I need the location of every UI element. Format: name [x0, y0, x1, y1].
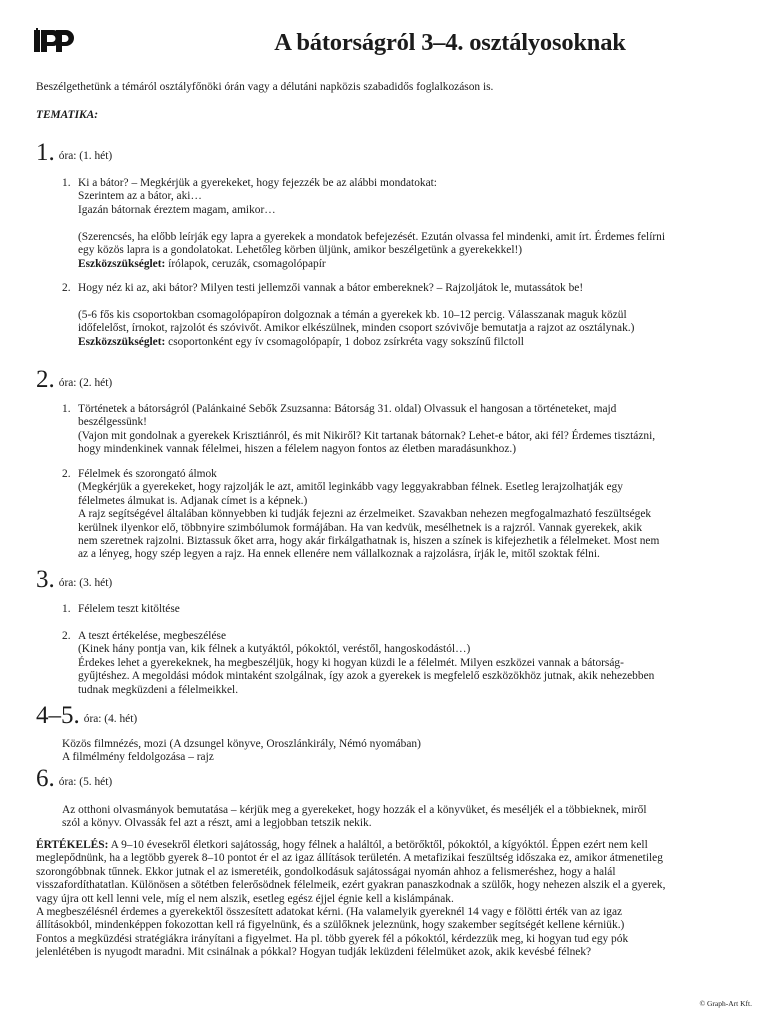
lesson-number: 3. [36, 566, 55, 593]
evaluation-text: jelenlétében is nyugodt maradni. Mit csinálnak a pókkal? Hogyan tudják leküzdeni félelmüket azok, akik kevésbé félnek? [36, 946, 592, 959]
note-text: (Szerencsés, ha előbb leírják egy lapra a gyerekek a mondatok befejezését. Ezután olvassa fel mindenki, amit írt. Érdemes felírni [78, 231, 666, 243]
item-text: szól a könyv. Olvassák fel azt a részt, ami a legjobban tetszik nekik. [62, 817, 372, 830]
lesson-2-item-2 [62, 468, 742, 562]
lesson-number: 2. [36, 366, 55, 393]
evaluation-text: A megbeszélésnél érdemes a gyerekektől összesített adatokat kérni. (Ha valamelyik gyereknél 14 vagy e fölötti érték van az igaz [36, 906, 623, 919]
item-text: hogy mindenkinek vannak félelmei, hiszen a félelem nagyon fontos az életben maradásunkhoz.) [78, 443, 517, 456]
lesson-label: óra: (4. hét) [83, 713, 138, 725]
item-text: (Vajon mit gondolnak a gyerekek Krisztiánról, és mit Nikiről? Kit tartanak bátornak? Lehet-e bátor, aki fél? Érdemes tisztázni, [78, 429, 656, 442]
lesson-2-heading [36, 367, 112, 393]
item-text: Közös filmnézés, mozi (A dzsungel könyve, Oroszlánkirály, Némó nyomában) [62, 738, 421, 750]
item-number: 1. [62, 403, 71, 415]
item-text: Hogy néz ki az, aki bátor? Milyen testi jellemzői vannak a bátor embereknek? – Rajzoljátok le, mutassátok be! [78, 282, 584, 294]
lesson-6-heading [36, 766, 112, 792]
lesson-1-item-2-note [78, 309, 744, 349]
evaluation-label: ÉRTÉKELÉS: [36, 839, 109, 851]
lesson-number: 1. [36, 139, 55, 166]
item-text: tudnak megküzdeni a félelmeikkel. [78, 683, 239, 696]
item-text: Félelem teszt kitöltése [78, 603, 180, 615]
item-text: az a lényeg, hogy szép legyen a rajz. Ha ennek ellenére nem vállalkoznak a rajzolásra, írják le, mitől szoktak félni. [78, 548, 600, 561]
item-text: nem szeretnek rajzolni. Biztassuk őket arra, hogy akár firkálgathatnak is, hiszen a színek is kifejezhetik a félelmeket. Most nem [78, 535, 660, 548]
item-number: 2. [62, 468, 71, 480]
item-text: Történetek a bátorságról (Palánkainé Sebők Zsuzsanna: Bátorság 31. oldal) Olvassuk el hangosan a történeteket, majd [78, 403, 617, 415]
evaluation-section [36, 839, 742, 960]
lesson-1-item-2 [62, 282, 742, 295]
publisher-logo-icon [34, 28, 74, 54]
lesson-6-text [62, 804, 744, 831]
lesson-1-item-1-note [78, 231, 744, 271]
item-text: kerülnek ilyenkor elő, többnyire szimbólumok formájában. Ha van kedvük, mesélhetnek is a rajzról. Vannak gyerekek, akik [78, 521, 643, 534]
item-text: A filmélmény feldolgozása – rajz [62, 751, 214, 764]
note-text: egy közös lapra is a gondolatokat. Lehetőleg körben üljünk, amikor beszélgetünk a gyerekekkel!) [78, 244, 523, 257]
item-text: (Megkérjük a gyerekeket, hogy rajzolják le azt, amitől leginkább vagy leggyakrabban félnek. Esetleg lerajzolhatják egy [78, 481, 623, 494]
evaluation-text: meglepődnünk, ha a legtöbb gyerek 8–10 pontot ér el az igaz állítások területén. A metafizikai feszültség időszaka ez, amikor átmenetileg [36, 852, 663, 865]
equipment-text: írólapok, ceruzák, csomagolópapír [165, 257, 326, 270]
lesson-3-item-1 [62, 603, 742, 616]
item-number: 2. [62, 282, 71, 294]
lesson-3-item-2 [62, 630, 742, 697]
item-text: Szerintem az a bátor, aki… [78, 190, 202, 203]
item-text: Érdekes lehet a gyerekeknek, ha megbeszéljük, hogy ki hogyan küzdi le a félelmét. Milyen eszközei vannak a bátorság- [78, 656, 624, 669]
lesson-label: óra: (1. hét) [58, 150, 113, 162]
evaluation-text: Fontos a megküzdési stratégiákra irányítani a figyelmet. Ha pl. több gyerek fél a pókoktól, kérdezzük meg, ki hogyan tud egy pók [36, 932, 629, 945]
equipment-label: Eszközszükséglet: [78, 335, 166, 348]
item-text: Az otthoni olvasmányok bemutatása – kérjük meg a gyerekeket, hogy hozzák el a könyvüket, és meséljék el a többieknek, miről [62, 804, 647, 816]
item-text: Igazán bátornak éreztem magam, amikor… [78, 203, 276, 216]
evaluation-text: vagy újra ott kell lenni vele, míg el nem alszik, esetleg egész éjjel égnie kell a kislámpának. [36, 892, 454, 905]
lesson-number: 4–5. [36, 702, 80, 729]
item-number: 1. [62, 177, 71, 189]
item-text: Félelmek és szorongató álmok [78, 468, 217, 480]
evaluation-line [36, 839, 742, 852]
equipment-label: Eszközszükséglet: [78, 257, 166, 270]
lesson-number: 6. [36, 765, 55, 792]
lesson-1-heading [36, 140, 112, 166]
equipment-line [78, 258, 744, 271]
item-text: A teszt értékelése, megbeszélése [78, 630, 227, 642]
item-text: félelmetes álmukat is. Adjanak címet is a képnek.) [78, 494, 308, 507]
equipment-text: csoportonként egy ív csomagolópapír, 1 doboz zsírkréta vagy sokszínű filctoll [165, 335, 524, 348]
page-title: A bátorságról 3–4. osztályosoknak [274, 29, 626, 56]
lesson-4-5-text [62, 738, 744, 765]
evaluation-text: visszafordíthatatlan. Különösen a sötétben felerősödnek félelmeik, ezért gyakran panaszkodnak a szülők, hogy nehezen alszik el a gyerek, [36, 879, 666, 892]
lesson-1-item-1 [62, 177, 742, 217]
item-text: A rajz segítségével általában könnyebben ki tudják fejezni az érzelmeiket. Szavakban nehezen megfogalmazható feszültségek [78, 508, 652, 521]
lesson-label: óra: (3. hét) [58, 577, 113, 589]
item-text: Ki a bátor? – Megkérjük a gyerekeket, hogy fejezzék be az alábbi mondatokat: [78, 177, 437, 189]
item-text: (Kinek hány pontja van, kik félnek a kutyáktól, pókoktól, veréstől, hangoskodástól…) [78, 643, 471, 656]
copyright-notice: © Graph-Art Kft. [699, 999, 752, 1008]
item-text: gyűjtéshez. A megoldási módok mintaként szolgálnak, így azok a gyerekek is megfelelő eszközökhöz jutnak, akik nehezebben [78, 670, 655, 683]
item-text: beszélgessünk! [78, 416, 147, 429]
tematika-heading: TEMATIKA: [36, 109, 99, 121]
lesson-2-item-1 [62, 403, 742, 457]
note-text: időfelelőst, írnokot, rajzolót és szóvivőt. Amikor elkészülnek, minden csoport szóvivője bemutatja a rajzot az osztálynak.) [78, 322, 635, 335]
item-number: 2. [62, 630, 71, 642]
evaluation-text: A 9–10 évesekről életkori sajátosság, hogy félnek a haláltól, a betörőktől, pókoktól, a kígyóktól. Éppen ezért nem kell [108, 839, 648, 851]
lesson-3-heading [36, 567, 112, 593]
lesson-4-5-heading [36, 703, 137, 729]
lesson-label: óra: (5. hét) [58, 776, 113, 788]
lesson-label: óra: (2. hét) [58, 377, 113, 389]
item-number: 1. [62, 603, 71, 615]
evaluation-text: szorongóbbnak tűnnek. Ekkor jutnak el az ismeretéik, gondolkodásuk sajátosságai nyomán ahhoz a felismeréshez, hogy a halál [36, 865, 616, 878]
intro-paragraph: Beszélgethetünk a témáról osztályfőnöki órán vagy a délutáni napközis szabadidős foglalkozáson is. [36, 81, 494, 93]
evaluation-text: állításokból, mindenképpen fokozottan kell rá figyelnünk, és a szülőknek jeleznünk, hogy szakember segítségét kellene kérniük.) [36, 919, 625, 932]
note-text: (5-6 fős kis csoportokban csomagolópapíron dolgoznak a témán a gyerekek kb. 10–12 percig. Válasszanak maguk közül [78, 309, 627, 321]
equipment-line [78, 336, 744, 349]
